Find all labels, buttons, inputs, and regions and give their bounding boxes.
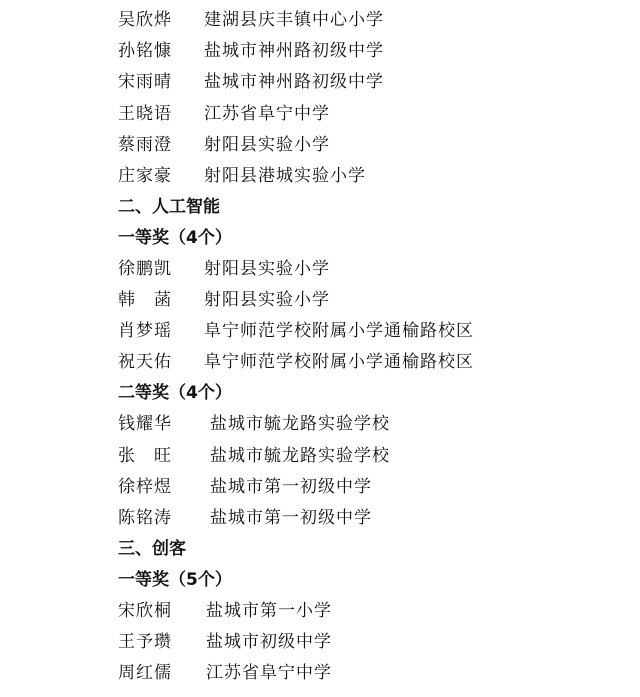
student-name: 宋雨晴 [118, 72, 172, 92]
school-name: 射阳县港城实验小学 [204, 166, 366, 186]
school-name: 射阳县实验小学 [204, 290, 330, 310]
student-name: 周红儒 [118, 663, 172, 683]
school-name: 建湖县庆丰镇中心小学 [204, 10, 384, 30]
school-name: 盐城市第一初级中学 [210, 477, 372, 497]
school-name: 江苏省阜宁中学 [204, 104, 330, 124]
school-name: 盐城市毓龙路实验学校 [210, 446, 390, 466]
student-name: 徐鹏凯 [118, 259, 172, 279]
student-name: 韩 菡 [118, 290, 172, 310]
student-name: 祝天佑 [118, 352, 172, 372]
school-name: 江苏省阜宁中学 [206, 663, 332, 683]
school-name: 阜宁师范学校附属小学通榆路校区 [204, 321, 474, 341]
section-title-maker: 三、创客 [118, 539, 186, 559]
prize-heading-first: 一等奖（4个） [118, 228, 232, 248]
school-name: 盐城市神州路初级中学 [204, 72, 384, 92]
student-name: 肖梦瑶 [118, 321, 172, 341]
school-name: 盐城市神州路初级中学 [204, 41, 384, 61]
student-name: 孙铭慷 [118, 41, 172, 61]
school-name: 盐城市毓龙路实验学校 [210, 414, 390, 434]
student-name: 钱耀华 [118, 414, 172, 434]
student-name: 蔡雨澄 [118, 135, 172, 155]
student-name: 徐梓煜 [118, 477, 172, 497]
student-name: 庄家豪 [118, 166, 172, 186]
student-name: 陈铭涛 [118, 508, 172, 528]
student-name: 宋欣桐 [118, 601, 172, 621]
school-name: 盐城市初级中学 [206, 632, 332, 652]
school-name: 射阳县实验小学 [204, 259, 330, 279]
student-name: 王晓语 [118, 104, 172, 124]
school-name: 盐城市第一初级中学 [210, 508, 372, 528]
school-name: 射阳县实验小学 [204, 135, 330, 155]
prize-heading-second: 二等奖（4个） [118, 383, 232, 403]
school-name: 阜宁师范学校附属小学通榆路校区 [204, 352, 474, 372]
section-title-ai: 二、人工智能 [118, 197, 220, 217]
student-name: 张 旺 [118, 446, 172, 466]
student-name: 王予瓒 [118, 632, 172, 652]
prize-heading-first: 一等奖（5个） [118, 570, 232, 590]
school-name: 盐城市第一小学 [206, 601, 332, 621]
student-name: 吴欣烨 [118, 10, 172, 30]
